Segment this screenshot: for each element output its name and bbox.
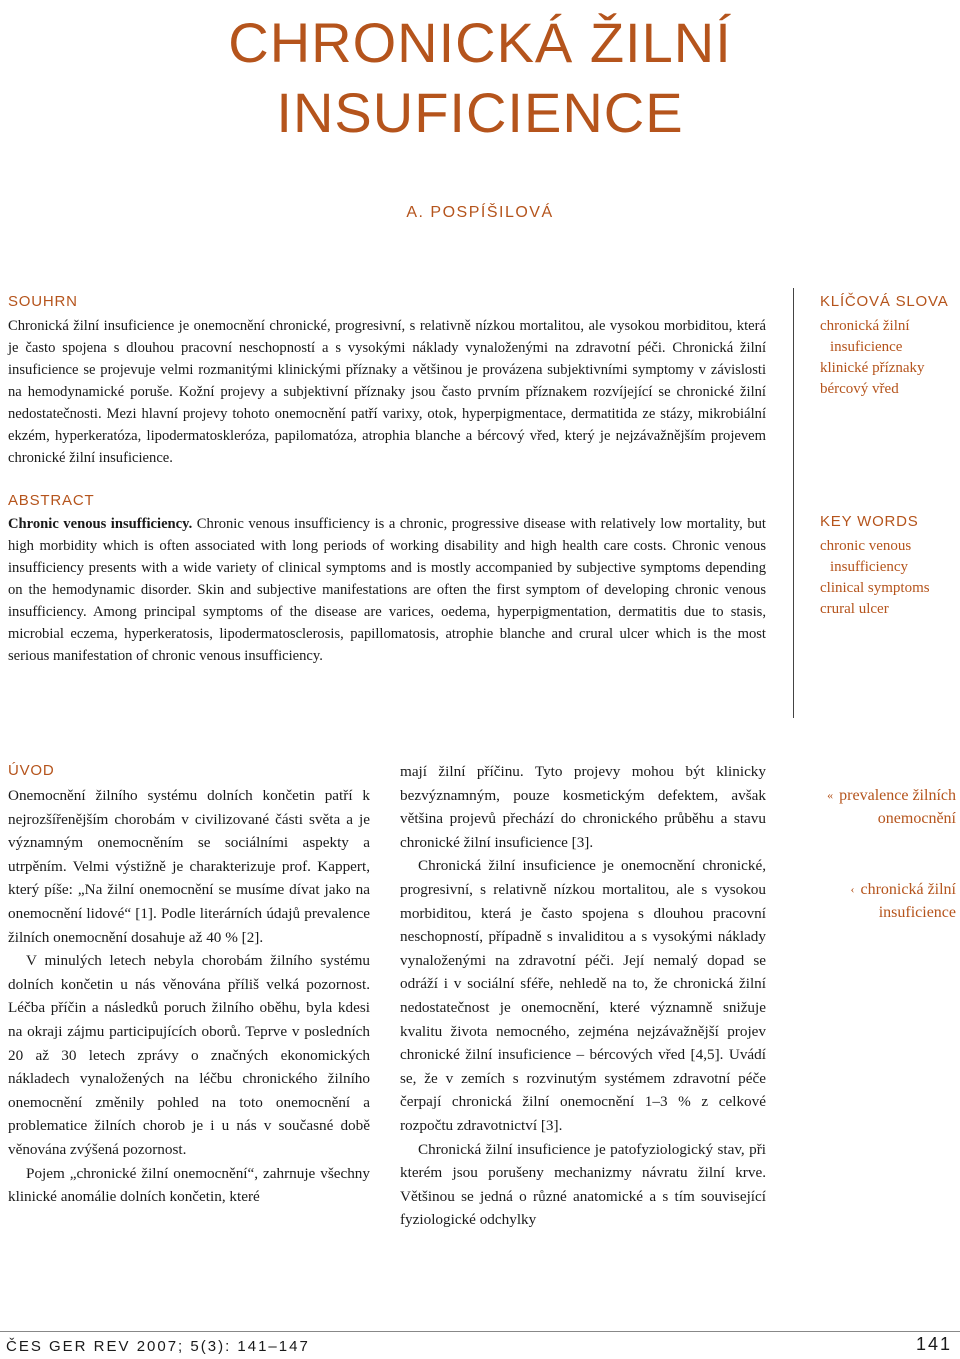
body-column-1	[8, 784, 370, 1209]
article-title	[0, 8, 960, 148]
body-column-2	[400, 760, 766, 1232]
souhrn-text: Chronická žilní insuficience je onemocnění chronické, progresivní, s relativně nízkou mortalitou, ale vysokou morbiditou, která je často spojena s dlouhou pracovní neschopností a s vysokými náklady vynaloženými na zdravotní péči. Chronická žilní insuficience se projevuje velmi rozmanitými klinickými příznaky a většinou je provázena subjektivními symptomy v závislosti na hemodynamické poruše. Kožní projevy a subjektivní příznaky jsou často prvním příznakem rozvíjející se chronické žilní nedostatečnosti. Mezi hlavní projevy tohoto onemocnění patří varixy, otok, hyperpigmentace, dermatitida ze stázy, mikrobiální ekzém, hyperkeratóza, lipodermatoskleróza, papilomatóza, atrophia blanche a bércový vřed, který je nejzávažnějším projevem chronické žilní insuficience.	[8, 318, 766, 466]
keyword-item: chronická žilní	[820, 318, 910, 334]
keyword-item: clinical symptoms	[820, 580, 930, 596]
side-note-chronicka	[800, 878, 956, 924]
side-note-text: prevalence žilních onemocnění	[839, 787, 956, 827]
paragraph: V minulých letech nebyla chorobám žilního systému dolních končetin u nás věnována příliš velká pozornost. Léčba příčin a následků poruch žilního oběhu, byla kdesi na okraji zájmu participujících oborů. Teprve v posledních 20 až 30 letech zprávy o značných ekonomických nákladech vynaložených na léčbu chronického žilního onemocnění změnily pohled na toto onemocnění a problematice žilních chorob je i u nás v současné době věnována zvýšená pozornost.	[8, 952, 370, 1158]
side-note-text: chronická žilní insuficience	[860, 881, 956, 921]
title-line-2: INSUFICIENCE	[276, 81, 684, 144]
keyword-item: klinické příznaky	[820, 360, 925, 376]
page-number: 141	[915, 1334, 952, 1354]
title-line-1: CHRONICKÁ ŽILNÍ	[228, 11, 732, 74]
paragraph: mají žilní příčinu. Tyto projevy mohou být klinicky bezvýznamným, pouze kosmetickým defektem, avšak většina projevů přechází do chronického průběhu a stavu chronické žilní insuficience [3].	[400, 763, 766, 851]
paragraph: Chronická žilní insuficience je onemocnění chronické, progresivní, s relativně nízkou mortalitou, ale s vysokou morbiditou, která je často spojena s dlouhou pracovní neschopností, případně s invaliditou a s vysokými náklady vynaloženými na zdravotní péči. Její nemalý dopad se odráží i v sociální sféře, nehledě na to, že chronická žilní nedostatečnost je onemocnění, které významně snižuje kvalitu života nemocného, zejména nejzávažnější projev chronické žilní insuficience – bércových vřed [4,5]. Uvádí se, že v zemích s rozvinutým systémem zdravotní péče čerpají chronická žilní onemocnění 1–3 % z celkové rozpočtu zdravotnictví [3].	[400, 857, 766, 1134]
journal-citation: ČES GER REV 2007; 5(3): 141–147	[6, 1338, 310, 1355]
double-chevron-left-icon: «	[827, 788, 834, 802]
paragraph: Pojem „chronické žilní onemocnění“, zahrnuje všechny klinické anomálie dolních končetin, které	[8, 1164, 370, 1206]
paragraph: Onemocnění žilního systému dolních končetin patří k nejrozšířenějším chorobám v civilizované části světa a je významným onemocněním se sociálními aspekty a utrpěním. Velmi výstižně je charakterizuje prof. Kappert, který píše: „Na žilní onemocnění se musíme dívat jako na onemocnění lidové“ [1]. Podle literárních údajů prevalence žilních onemocnění dosahuje až 40 % [2].	[8, 787, 370, 946]
paragraph: Chronická žilní insuficience je patofyziologický stav, při kterém jsou porušeny mechanizmy návratu žilní krve. Většinou se jedná o různé anatomické a s tím související fyziologické odchylky	[400, 1140, 766, 1229]
klicova-slova-list	[820, 316, 960, 400]
abstract-heading: ABSTRACT	[8, 492, 95, 509]
column-divider	[793, 288, 794, 718]
abstract-body: Chronic venous insufficiency is a chronic, progressive disease with relatively low mortality, but high morbidity which is often associated with long periods of working disability and high health care costs. Chronic venous insufficiency presents with a wide variety of clinical symptoms and is mostly accompanied by subjective symptoms depending on the hemodynamic disorder. Skin and subjective manifestations are often the first symptom of developing chronic venous insufficiency. Among principal symptoms of the disease are varices, oedema, hyperpigmentation, dermatitis due to stasis, microbial eczema, hyperkeratosis, lipodermatosclerosis, papillomatosis, atrophie blanche and crural ulcer which is the most serious manifestation of chronic venous insufficiency.	[8, 516, 766, 664]
author-name: A. POSPÍŠILOVÁ	[406, 204, 554, 221]
keyword-item: insuficience	[830, 339, 903, 355]
klicova-slova-heading: KLÍČOVÁ SLOVA	[820, 293, 949, 310]
souhrn-heading: SOUHRN	[8, 293, 78, 310]
key-words-list	[820, 536, 960, 620]
footer-rule	[0, 1331, 960, 1332]
abstract-lead: Chronic venous insufficiency.	[8, 516, 193, 532]
keyword-item: crural ulcer	[820, 601, 889, 617]
keyword-item: insufficiency	[830, 559, 909, 575]
keyword-item: bércový vřed	[820, 381, 899, 397]
chevron-left-icon: ‹	[850, 882, 855, 896]
side-note-prevalence	[800, 784, 956, 830]
key-words-heading: KEY WORDS	[820, 513, 919, 530]
uvod-heading: ÚVOD	[8, 762, 55, 779]
keyword-item: chronic venous	[820, 538, 912, 554]
abstract-text	[8, 513, 766, 667]
